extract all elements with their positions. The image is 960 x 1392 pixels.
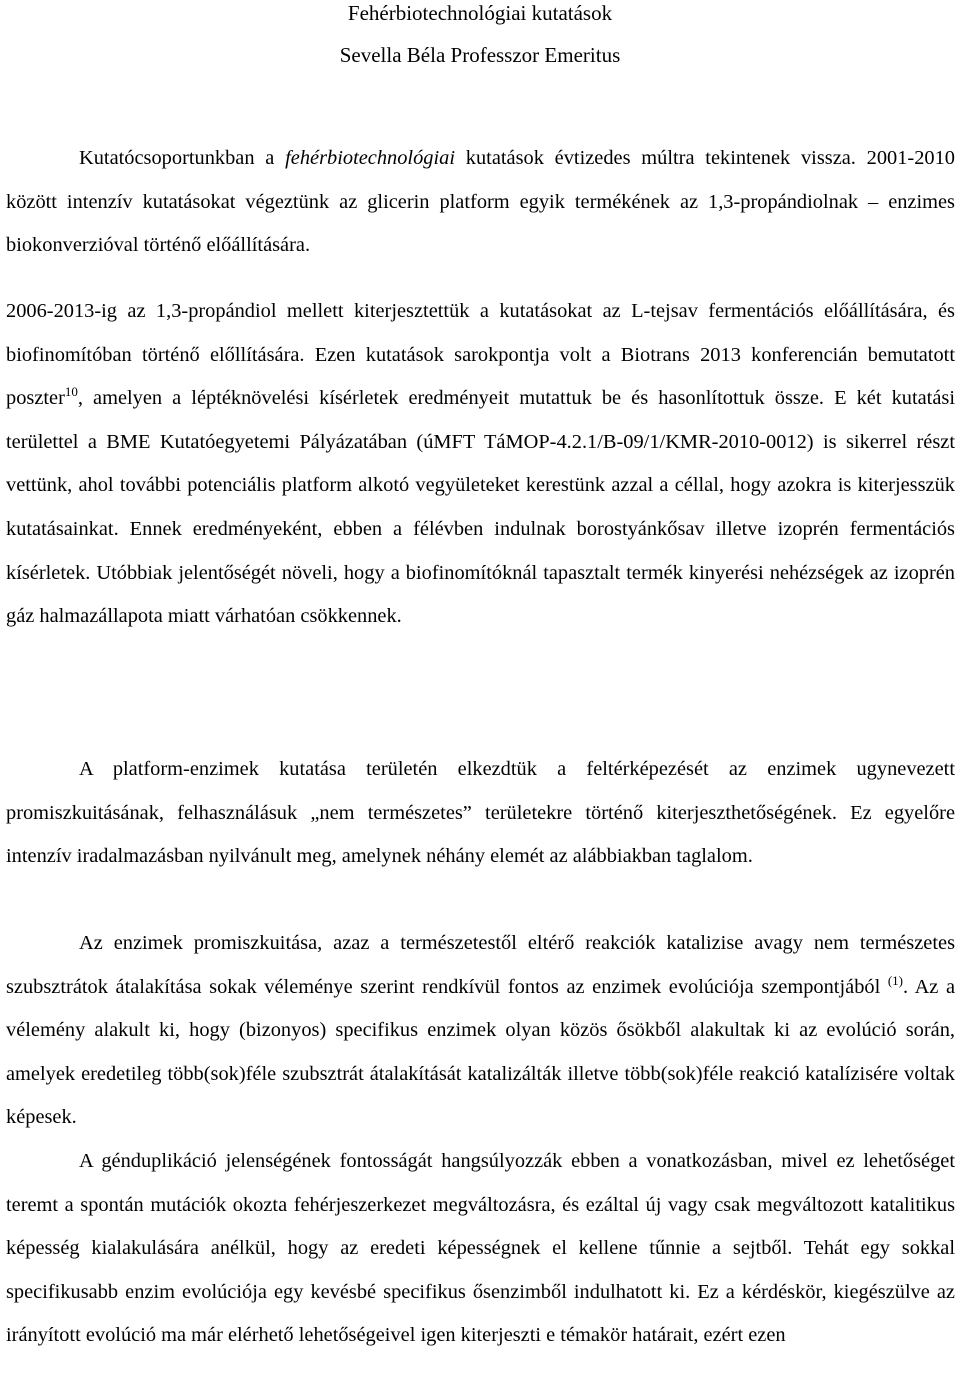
footnote-ref-10: 10 [64, 384, 78, 400]
paragraph-intro-text-c: kutatások évtizedes múltra tekintenek vissza. 2001-2010 között intenzív kutatásokat végeztünk az glicerin platform egyik termékének az 1,3-propándiolnak – enzimes biokonverzióval történő előállítására. [6, 147, 956, 257]
paragraph-gene-duplication: A génduplikáció jelenségének fontosságát hangsúlyozzák ebben a vonatkozásban, mivel ez lehetőséget teremt a spontán mutációk okozta fehérjeszerkezet megváltozásra, és ezáltal új vagy csak megváltozott katalitikus képesség kialakulására anélkül, hogy az eredeti képességnek el kellene tűnnie a sejtből. Tehát egy sokkal specifikusabb enzim evolúciója egy kevésbé specifikus ősenzimből indulhatott ki. Ez a kérdéskör, kiegészülve az irányított evolúció ma már elérhető lehetőségeivel igen kiterjeszti e témakör határait, ezért ezen [6, 1150, 955, 1347]
paragraph-promiscuity-text-a: Az enzimek promiszkuitása, azaz a természetestől eltérő reakciók katalizise avagy nem természetes szubsztrátok átalakítása sokak véleménye szerint rendkívül fontos az enzimek evolúciója szempontjából [6, 932, 955, 998]
document-title: Fehérbiotechnológiai kutatások [347, 1, 613, 25]
document-author: Sevella Béla Professzor Emeritus [339, 43, 621, 67]
footnote-ref-1: (1) [887, 972, 904, 988]
paragraph-lactic-acid [6, 290, 955, 639]
paragraph-intro [6, 137, 955, 268]
paragraph-lactic-acid-text-b: , amelyen a léptéknövelési kísérletek eredményeit mutattuk be és hasonlítottuk össze. E két kutatási területtel a BME Kutatóegyetemi Pályázatában (úMFT TáMOP-4.2.1/B-09/1/KMR-2010-0012) is sikerrel részt vettünk, ahol további potenciális platform alkotó vegyületeket kerestünk azzal a céllal, hogy azokra is kiterjesszük kutatásainkat. Ennek eredményeként, ebben a félévben indulnak borostyánkősav illetve izoprén fermentációs kísérletek. Utóbbiak jelentőségét növeli, hogy a biofinomítóknál tapasztalt termék kinyerési nehézségek az izoprén gáz halmazállapota miatt várhatóan csökkennek. [6, 387, 955, 628]
paragraph-intro-italic: fehérbiotechnológiai [285, 147, 456, 169]
paragraph-promiscuity-text-b: . Az a vélemény alakult ki, hogy (bizonyos) specifikus enzimek olyan közös ősökből alakultak ki az evolúció során, amelyek eredetileg több(sok)féle szubsztrát átalakítását katalizálták illetve több(sok)féle reakció katalízisére voltak képesek. [6, 975, 955, 1129]
paragraph-promiscuity [6, 922, 955, 1140]
paragraph-platform-enzymes: A platform-enzimek kutatása területén elkezdtük a feltérképezését az enzimek ugynevezett promiszkuitásának, felhasználásuk „nem természetes” területekre történő kiterjeszthetőségének. Ez egyelőre intenzív iradalmazásban nyilvánult meg, amelynek néhány elemét az alábbiakban taglalom. [6, 758, 955, 868]
paragraph-intro-text-a: Kutatócsoportunkban a [79, 147, 286, 169]
paragraph-lactic-acid-text-a: 2006-2013-ig az 1,3-propándiol mellett kiterjesztettük a kutatásokat az L-tejsav fermentációs előállítására, és biofinomítóban történő előllítására. Ezen kutatások sarokpontja volt a Biotrans 2013 konferencián bemutatott poszter [6, 300, 955, 410]
